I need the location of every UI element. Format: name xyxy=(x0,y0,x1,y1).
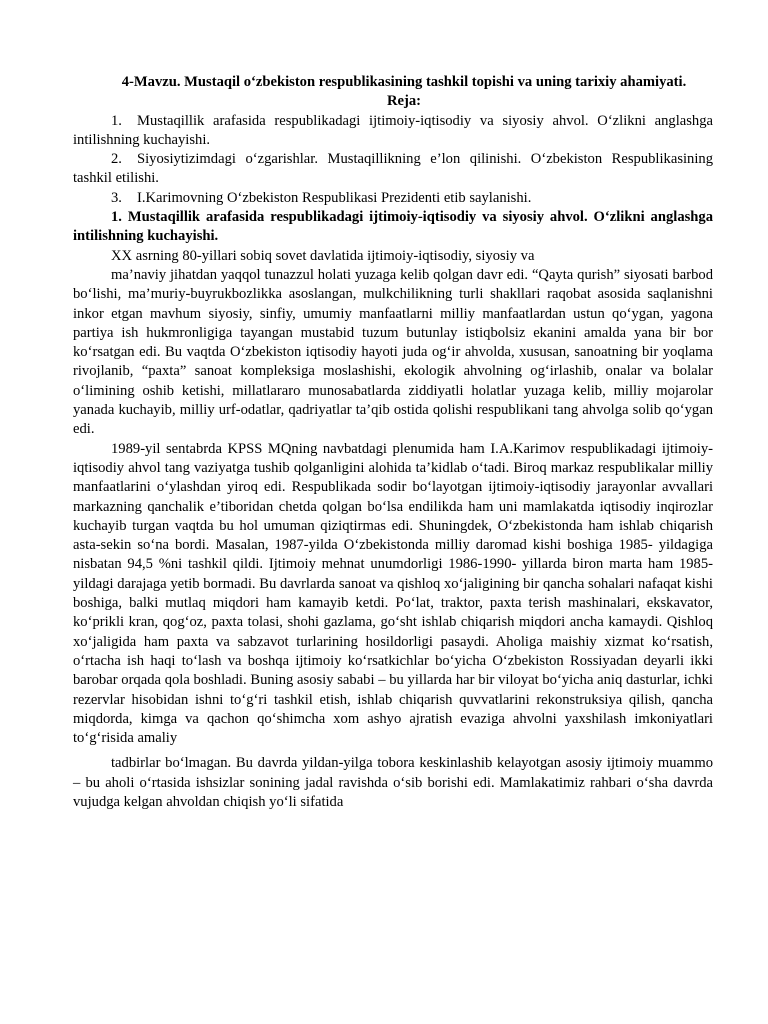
body-paragraph: 1989-yil sentabrda KPSS MQning navbatdagi plenumida ham I.A.Karimov respublikadagi ijtimoiy-iqtisodiy ahvol tang vaziyatga tushib qolganligini alohida ta’kidlab o‘tadi. Biroq markaz respublikalar milliy manfaatlarini o‘ylashdan yiroq edi. Respublikada sodir bo‘layotgan ijtimoiy-iqtisodiy jarayonlar avvallari markazning qanchalik e’tiboridan chetda qolgan bo‘lsa endilikda ham uni mamlakatda iqtisodiy inqirozlar kuchayib turgan vaqtda bu hol umuman qiziqtirmas edi. Shuningdek, O‘zbekistonda ham ishlab chiqarish asta-sekin so‘na bordi. Masalan, 1987-yilda O‘zbekistonda milliy daromad kishi boshiga 1985- yildagiga nisbatan 94,5 %ni tashkil qildi. Ijtimoiy mehnat unumdorligi 1986-1990- yillarda biron marta ham 1985-yildagi darajaga yetib bormadi. Bu davrlarda sanoat va qishloq xo‘jaligining bir qancha sohalari nafaqat kishi boshiga, balki mutlaq miqdori ham kamayib ketdi. Po‘lat, traktor, paxta terish mashinalari, ekskavator, ko‘prikli kran, qog‘oz, paxta tolasi, shohi gazlama, go‘sht ishlab chiqarish miqdori ancha kamaydi. Qishloq xo‘jaligida ham paxta va sabzavot turlarining hosildorligi pasaydi. Aholiga maishiy xizmat ko‘rsatish, o‘rtacha ish haqi to‘lash va boshqa ijtimoiy ko‘rsatkichlar bo‘yicha O‘zbekiston Rossiyadan deyarli ikki barobar orqada qola boshladi. Buning asosiy sababi – bu yillarda har bir viloyat bo‘yicha aniq dasturlar, ichki rezervlar hisobidan ishni to‘g‘ri tashkil etish, ishlab chiqarish quvvatlarini rekonstruksiya qilish, qancha miqdorda, kimga va qachon qo‘shimcha xom ashyo ajratish evaziga ahvolni yaxshilash imkoniyatlari to‘g‘risida amaliy xyxy=(73,440,713,747)
plan-item-number: 2. xyxy=(111,151,122,168)
plan-item-number: 3. xyxy=(111,189,122,206)
plan-item-text: Mustaqillik arafasida respublikadagi ijtimoiy-iqtisodiy va siyosiy ahvol. O‘zlikni anglashga intilishning kuchayishi. xyxy=(73,112,713,148)
body-paragraph: tadbirlar bo‘lmagan. Bu davrda yildan-yilga tobora keskinlashib kelayotgan asosiy ijtimoiy muammo – bu aholi o‘rtasida ishsizlar sonining jadal ravishda o‘sib borishi edi. Mamlakatimiz rahbari o‘sha davrda vujudga kelgan ahvoldan chiqish yo‘li sifatida xyxy=(73,755,713,810)
body-paragraph: XX asrning 80-yillari sobiq sovet davlatida ijtimoiy-iqtisodiy, siyosiy va xyxy=(111,247,535,264)
plan-item-3 xyxy=(73,189,713,208)
document-page xyxy=(73,73,713,812)
plan-item-text: Siyosiytizimdagi o‘zgarishlar. Mustaqillikning e’lon qilinishi. O‘zbekiston Respublikasining tashkil etilishi. xyxy=(73,151,713,187)
body-paragraph: ma’naviy jihatdan yaqqol tunazzul holati yuzaga kelib qolgan davr edi. “Qayta qurish” siyosati barbod bo‘lishi, ma’muriy-buyrukbozlikka asoslangan, mulkchilikning turli shakllari raqobat asosida saqlanishni inkor etgan mavhum siyosiy, sinfiy, umumiy manfaatlarni milliy manfaatlardan ustun qo‘ygan, yagona partiya ish hukmronligiga tayangan mustabid tuzum butunlay istiqbolsiz ekanini amalda yana bir bor ko‘rsatgan edi. Bu vaqtda O‘zbekiston iqtisodiy hayoti juda og‘ir ahvolda, xususan, sanoatning bir yoqlama rivojlanib, “paxta” sanoat kompleksiga moslashishi, ekologik ahvolning og‘irlashib, onalar va bolalar o‘limining oshib ketishi, millatlararo munosabatlarda ziddiyatli holatlar yuzaga kelib, milliy mojarolar yanada kuchayib, milliy urf-odatlar, qadriyatlar ta’qib ostida qolishi respublikani tang ahvolga solib qo‘ygan edi. xyxy=(73,266,713,438)
section-heading: 1. Mustaqillik arafasida respublikadagi ijtimoiy-iqtisodiy va siyosiy ahvol. O‘zlikni anglashga intilishning kuchayishi. xyxy=(73,209,713,245)
plan-heading: Reja: xyxy=(386,93,422,110)
plan-item-number: 1. xyxy=(111,112,122,129)
plan-item-2 xyxy=(73,150,713,189)
document-title: 4-Mavzu. Mustaqil o‘zbekiston respublikasining tashkil topishi va uning tarixiy ahamiyati. xyxy=(121,74,687,90)
plan-item-1 xyxy=(73,112,713,151)
plan-item-text: I.Karimovning O‘zbekiston Respublikasi Prezidenti etib saylanishi. xyxy=(137,189,532,206)
